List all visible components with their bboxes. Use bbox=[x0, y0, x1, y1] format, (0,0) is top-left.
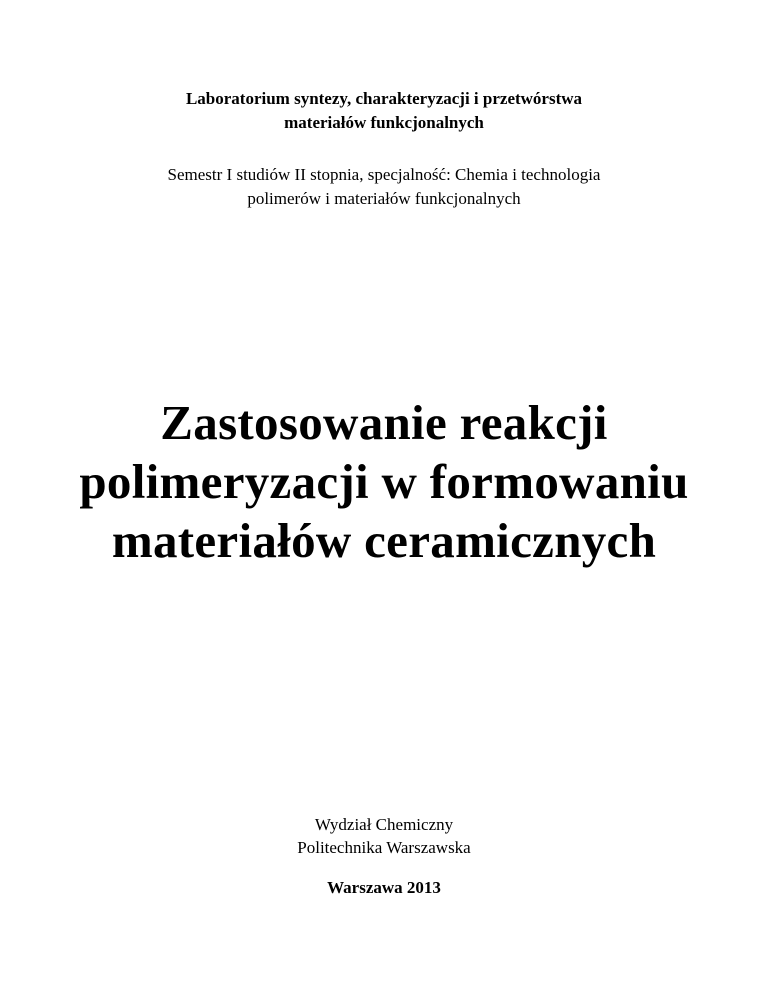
semester-line-1: Semestr I studiów II stopnia, specjalność: Chemia i technologia bbox=[167, 165, 601, 184]
laboratory-title bbox=[0, 87, 768, 135]
document-title-line-2: polimeryzacji w formowaniu bbox=[79, 454, 689, 509]
semester-specialization bbox=[0, 163, 768, 211]
city-year bbox=[0, 876, 768, 899]
semester-line-2: polimerów i materiałów funkcjonalnych bbox=[247, 189, 521, 208]
document-title-line-1: Zastosowanie reakcji bbox=[160, 395, 608, 450]
document-title bbox=[0, 393, 768, 570]
university-name: Politechnika Warszawska bbox=[297, 838, 471, 857]
laboratory-title-line-1: Laboratorium syntezy, charakteryzacji i przetwórstwa bbox=[185, 89, 583, 108]
laboratory-title-line-2: materiałów funkcjonalnych bbox=[284, 113, 484, 132]
faculty-info bbox=[0, 813, 768, 859]
city-year-text: Warszawa 2013 bbox=[327, 878, 441, 897]
faculty-name: Wydział Chemiczny bbox=[314, 815, 454, 834]
document-title-line-3: materiałów ceramicznych bbox=[111, 513, 657, 568]
